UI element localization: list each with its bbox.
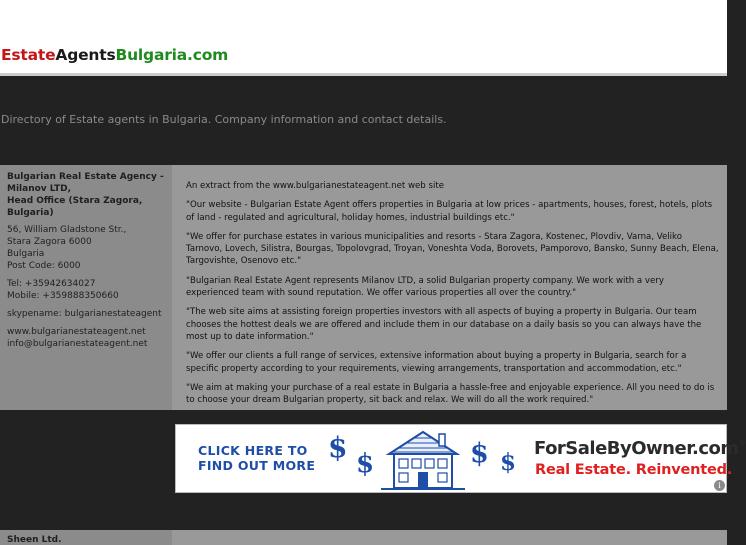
site-tagline: Directory of Estate agents in Bulgaria. Company information and contact details.	[1, 113, 447, 126]
extract-paragraph: "The web site aims at assisting foreign properties investors with all aspects of buying a property in Bulgaria. Our team chooses the hottest deals we are offered and include them in our database on a daily basis so you can always have the most up to date information."	[186, 307, 702, 342]
house-icon	[381, 428, 465, 492]
dollar-sign-icon: $	[328, 431, 348, 464]
dollar-sign-icon: $	[356, 449, 375, 479]
extract-heading: An extract from the www.bulgarianestateagent.net web site	[186, 181, 444, 191]
extract-paragraph: "We aim at making your purchase of a real estate in Bulgaria a hassle-free and enjoyable experience. All you need to do is to choose your dream Bulgarian property, sit back and relax. We will do all the work required."	[186, 382, 715, 406]
logo-part-agents: Agents	[55, 46, 116, 64]
agency-online	[7, 326, 172, 350]
ad-info-icon[interactable]: i	[714, 480, 725, 491]
trademark-mark: ®	[738, 438, 746, 447]
dollar-sign-icon: $	[470, 438, 489, 469]
next-agency-name: Sheen Ltd.	[0, 530, 172, 545]
logo-part-estate: Estate	[1, 46, 56, 64]
agency-phones	[7, 278, 172, 302]
extract-paragraph: "Our website - Bulgarian Estate Agent offers properties in Bulgaria at low prices - apartments, houses, forest, hotels, plots of land - regulated and agricultural, holiday homes, industrial buildings etc."	[186, 200, 713, 223]
agency-email-link[interactable]: info@bulgarianestateagent.net	[7, 339, 148, 349]
agency-skype: skypename: bulgarianestateagent	[7, 309, 162, 319]
ad-brand-name	[534, 438, 746, 459]
agency-name: Bulgarian Real Estate Agency - Milanov LTD,	[7, 172, 164, 194]
address-line: Stara Zagora 6000	[7, 237, 92, 247]
address-line: Bulgaria	[7, 249, 45, 259]
agency-name-block	[7, 171, 172, 219]
agency-address	[7, 224, 172, 272]
extract-paragraph: "Bulgarian Real Estate Agent represents Milanov LTD, a solid Bulgarian property company. We work with a very experienced team with sound reputation. We offer various properties all over the country."	[186, 275, 664, 299]
agency-tel: Tel: +35942634027	[7, 279, 96, 289]
ad-slogan: Real Estate. Reinvented.	[535, 462, 733, 478]
logo-part-bulgaria: Bulgaria.com	[115, 46, 229, 64]
extract-paragraph: "We offer our clients a full range of services, extensive information about buying a property in Bulgaria, search for a specific property according to your requirements, viewing arrangements, transportation and accommodation, etc."	[186, 351, 687, 374]
ad-cta-line: CLICK HERE TO	[198, 443, 308, 458]
agency-extract	[172, 165, 727, 410]
forsalebyowner-banner-ad[interactable]	[175, 424, 746, 493]
dollar-sign-icon: $	[500, 449, 517, 476]
agency-contact-panel	[0, 165, 172, 410]
ad-call-to-action[interactable]	[198, 443, 328, 473]
agency-website-link[interactable]: www.bulgarianestateagent.net	[7, 327, 146, 337]
agency-office: Head Office (Stara Zagora, Bulgaria)	[7, 196, 143, 218]
address-line: 56, William Gladstone Str.,	[7, 225, 127, 235]
site-logo[interactable]	[1, 46, 228, 64]
agency-mobile: Mobile: +359888350660	[7, 291, 119, 301]
site-header	[0, 0, 727, 76]
next-agency-content	[172, 530, 727, 545]
extract-paragraph: "We offer for purchase estates in various municipalities and resorts - Stara Zagora, Kostenec, Plovdiv, Varna, Veliko Tarnovo, Lovech, Silistra, Bourgas, Topolovgrad, Troyan, Voneshta Voda, Borovets, Pamporovo, Bansko, Sunny Beach, Elena, Targovishte, Osenovo etc."	[186, 231, 719, 267]
ad-brand-text: ForSaleByOwner.com	[534, 438, 739, 459]
ad-cta-line: FIND OUT MORE	[198, 458, 316, 473]
address-line: Post Code: 6000	[7, 261, 81, 271]
